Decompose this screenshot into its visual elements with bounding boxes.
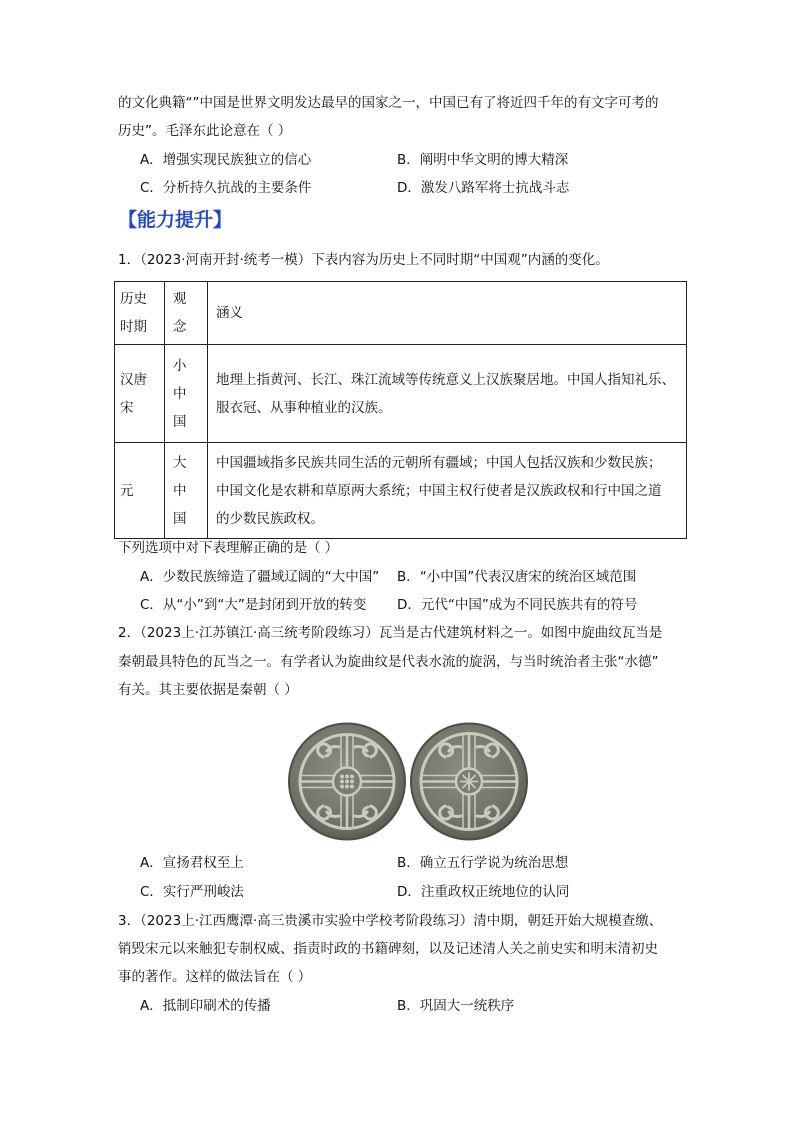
right-tile-end	[411, 724, 527, 840]
q1-option-b: B．“小中国”代表汉唐宋的统治区域范围	[397, 569, 637, 585]
row-concept: 大 中 国	[165, 443, 208, 539]
header-period: 历史 时期	[115, 282, 165, 345]
intro-option-d: D．激发八路军将士抗战斗志	[397, 180, 570, 196]
table-row	[115, 443, 687, 539]
table-header-row	[115, 282, 687, 345]
row-period: 汉唐 宋	[115, 345, 165, 443]
q1-option-c: C．从“小”到“大”是封闭到开放的转变	[140, 597, 367, 613]
tile-ends-image	[287, 721, 529, 842]
intro-option-b: B．阐明中华文明的博大精深	[397, 152, 569, 168]
q1-option-a: A．少数民族缔造了疆域辽阔的“大中国”	[140, 569, 380, 585]
q2-option-b: B．确立五行学说为统治思想	[397, 855, 569, 871]
left-tile-end	[289, 724, 405, 840]
q3-option-a: A．抵制印刷术的传播	[140, 998, 271, 1014]
q2-line-3: 有关。其主要依据是秦朝（ ）	[118, 682, 298, 698]
q2-option-a: A．宣扬君权至上	[140, 855, 244, 871]
intro-line-1: 的文化典籍“”中国是世界文明发达最早的国家之一，中国已有了将近四千年的有文字可考的	[118, 95, 659, 111]
row-meaning: 中国疆域指多民族共同生活的元朝所有疆域；中国人包括汉族和少数民族； 中国文化是农耕和草原两大系统；中国主权行使者是汉族政权和行中国之道 的少数民族政权。	[208, 443, 687, 539]
intro-option-c: C．分析持久抗战的主要条件	[140, 180, 312, 196]
q3-line-2: 销毁宋元以来触犯专制权威、指责时政的书籍碑刻，以及记述清人关之前史实和明末清初史	[118, 941, 658, 957]
intro-option-a: A．增强实现民族独立的信心	[140, 152, 312, 168]
q2-line-1: 2．（2023上·江苏镇江·高三统考阶段练习）瓦当是古代建筑材料之一。如图中旋曲纹瓦当是	[118, 625, 663, 641]
intro-line-2: 历史”。毛泽东此论意在（ ）	[118, 123, 292, 139]
q3-option-b: B．巩固大一统秩序	[397, 998, 515, 1014]
header-concept: 观 念	[165, 282, 208, 345]
row-concept: 小 中 国	[165, 345, 208, 443]
q2-option-d: D．注重政权正统地位的认同	[397, 884, 570, 900]
header-meaning: 涵义	[208, 282, 687, 345]
q1-stem: 1．（2023·河南开封·统考一模）下表内容为历史上不同时期“中国观”内涵的变化。	[118, 252, 609, 268]
section-title: 【能力提升】	[118, 209, 233, 231]
row-meaning: 地理上指黄河、长江、珠江流域等传统意义上汉族聚居地。中国人指知礼乐、 服衣冠、从事种植业的汉族。	[208, 345, 687, 443]
q3-line-1: 3．（2023上·江西鹰潭·高三贵溪市实验中学校考阶段练习）清中期，朝廷开始大规模查缴、	[118, 913, 663, 929]
row-period: 元	[115, 443, 165, 539]
q1-prompt: 下列选项中对下表理解正确的是（ ）	[118, 540, 339, 556]
q2-line-2: 秦朝最具特色的瓦当之一。有学者认为旋曲纹是代表水流的旋涡，与当时统治者主张“水德”	[118, 654, 659, 670]
q3-line-3: 事的著作。这样的做法旨在（ ）	[118, 969, 312, 985]
table-row	[115, 345, 687, 443]
q2-option-c: C．实行严刑峻法	[140, 884, 244, 900]
q1-table	[114, 281, 687, 539]
q1-option-d: D．元代“中国”成为不同民族共有的符号	[397, 597, 638, 613]
